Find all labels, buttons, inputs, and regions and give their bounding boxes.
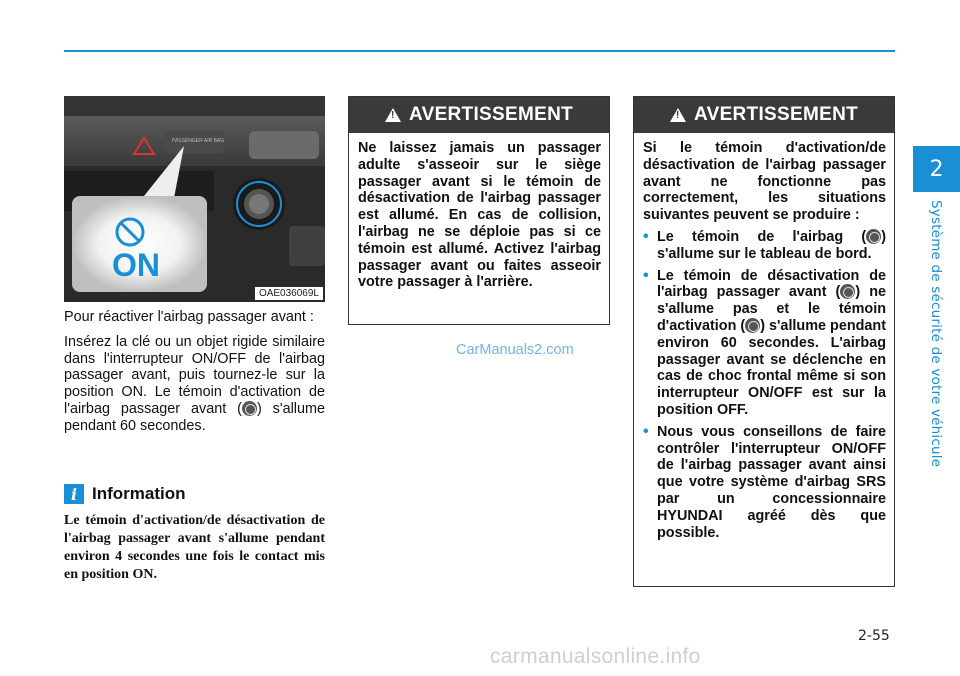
information-text: Le témoin d'activation/de désactivation de l'airbag passager avant s'allume pendant environ 4 secondes une fois le contact mis en position ON.	[64, 513, 325, 582]
airbag-on-indicator-icon	[242, 401, 257, 416]
dashboard-illustration	[64, 96, 325, 302]
bullet-1-text-a: Le témoin de l'airbag (	[657, 228, 867, 245]
list-item	[643, 229, 886, 263]
warning-body-2	[634, 133, 894, 554]
warning-triangle-icon	[670, 108, 686, 122]
warning-title-1: AVERTISSEMENT	[408, 104, 573, 125]
warning-title-2: AVERTISSEMENT	[693, 104, 858, 125]
bullet-2-text-b: ) ne s'allume pas et le témoin d'activation (	[657, 284, 886, 334]
info-icon: i	[64, 484, 84, 504]
airbag-switch-photo	[64, 96, 325, 302]
page-number: 2-55	[858, 628, 890, 644]
steps-text-2: ) s'allume pendant 60 secondes.	[64, 400, 325, 434]
photo-reference-code: OAE036069L	[255, 287, 323, 300]
airbag-warning-icon	[866, 229, 881, 244]
list-item	[643, 268, 886, 419]
footer-watermark: carmanualsonline.info	[490, 645, 701, 668]
steps-text-1: Insérez la clé ou un objet rigide similaire dans l'interrupteur ON/OFF de l'airbag passager avant, puis tournez-le sur la position ON. Le témoin d'activation de l'airbag passager avant (	[64, 333, 325, 417]
information-title: Information	[92, 484, 186, 503]
warning-intro-2: Si le témoin d'activation/de désactivation de l'airbag passager avant ne fonctionne pas correctement, les situations suivantes peuvent se produire :	[643, 140, 886, 224]
warning-triangle-icon	[385, 108, 401, 122]
bullet-2-text-c: ) s'allume pendant environ 60 secondes. L'airbag passager avant se déclenche en cas de choc frontal même si son interrupteur ON/OFF est sur la position OFF.	[657, 317, 886, 418]
watermark: CarManuals2.com	[456, 342, 574, 358]
warning-list	[643, 229, 886, 541]
warning-box-2	[633, 96, 895, 587]
top-rule	[64, 50, 895, 52]
reactivation-heading: Pour réactiver l'airbag passager avant :	[64, 309, 314, 325]
airbag-off-indicator-icon	[840, 284, 855, 299]
airbag-on-indicator-icon	[745, 318, 760, 333]
reactivation-steps	[64, 334, 325, 435]
information-header	[64, 484, 186, 504]
reactivation-instructions	[64, 309, 325, 443]
on-indicator-label: ON	[112, 247, 160, 283]
chapter-title-text: Système de sécurité de votre véhicule	[928, 200, 944, 468]
warning-box-1	[348, 96, 610, 325]
warning-header-2	[634, 97, 894, 133]
warning-header-1	[349, 97, 609, 133]
list-item: • Nous vous conseillons de faire contrôler l'interrupteur ON/OFF de l'airbag passager avant ainsi que votre système d'airbag SRS par un concessionnaire HYUNDAI agréé dès que possible.	[643, 424, 886, 542]
bullet-1-text-b: ) s'allume sur le tableau de bord.	[657, 228, 886, 262]
chapter-number-tab: 2	[913, 146, 960, 192]
warning-text-1: Ne laissez jamais un passager adulte s'asseoir sur le siège passager avant si le témoin de désactivation de l'airbag passager est allumé. En cas de collision, l'airbag ne se déploie pas si ce témoin est allumé. Activez l'airbag passager avant ou faites asseoir votre passager à l'arrière.	[358, 140, 601, 291]
panel-label-text: PASSENGER AIR BAG	[172, 138, 225, 144]
bullet-2-text-a: Le témoin de désactivation de l'airbag passager avant (	[657, 267, 886, 301]
